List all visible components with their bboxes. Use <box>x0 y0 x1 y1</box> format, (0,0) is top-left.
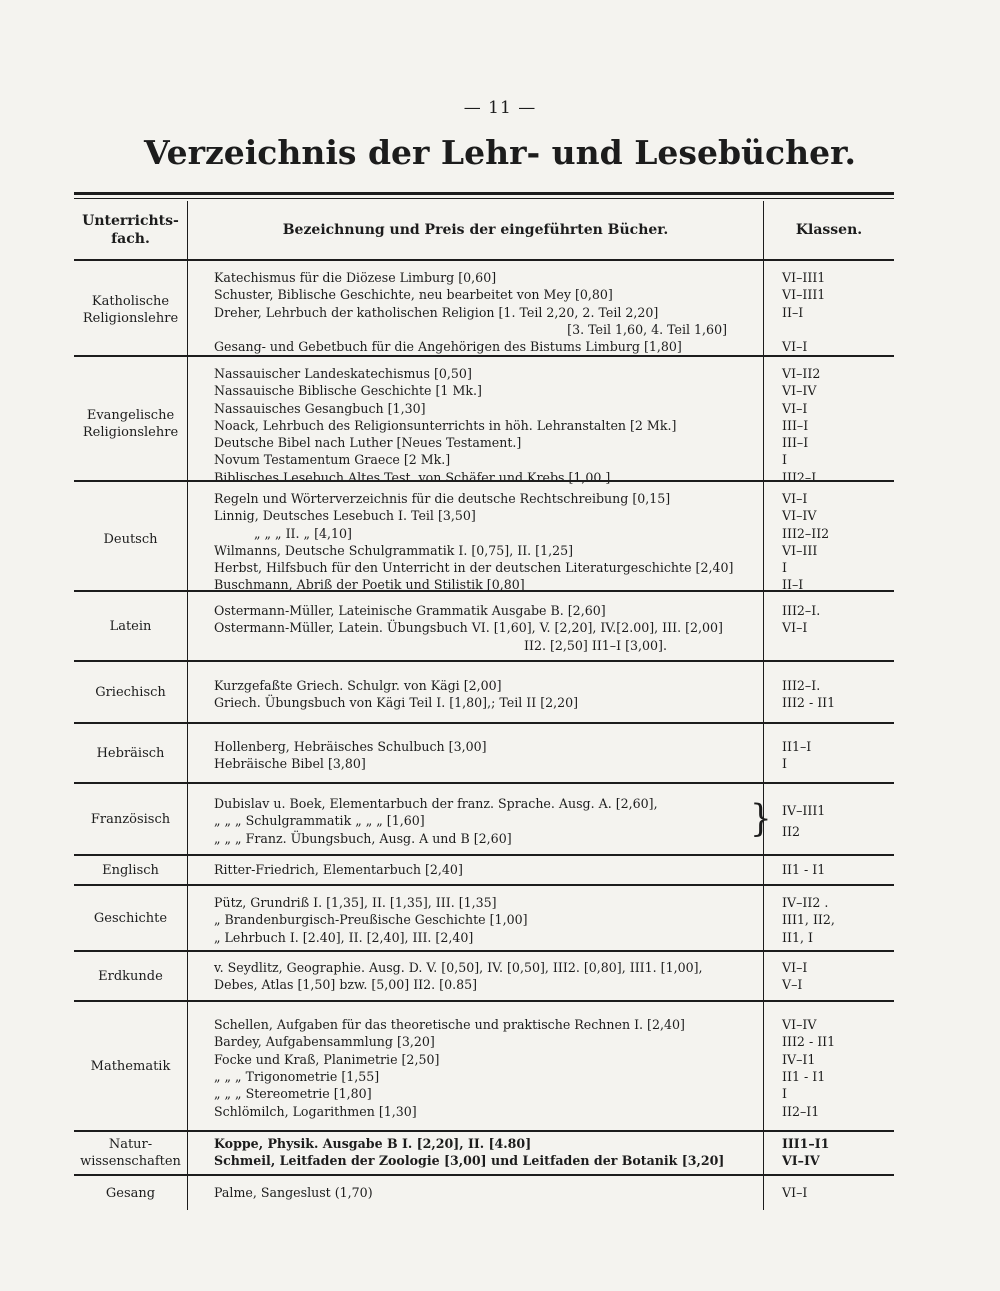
table-row-hebrew <box>74 724 894 784</box>
class-range: II1 - I1 <box>782 862 826 878</box>
title-rule-thick <box>74 192 894 195</box>
book-entry: „ „ „ Trigonometrie [1,55] <box>214 1069 380 1084</box>
table-row-history <box>74 886 894 952</box>
class-range: II–I <box>782 304 804 320</box>
class-range: VI–IV <box>782 1153 820 1168</box>
table-row-natural-sciences <box>74 1132 894 1176</box>
class-range: III2–I <box>782 469 817 485</box>
class-range: VI–III1 <box>782 287 826 303</box>
class-range: VI–IV <box>782 1017 817 1033</box>
header-subject: Unterrichts-fach. <box>74 201 188 259</box>
subject-cell <box>74 784 188 854</box>
class-range: VI–IV <box>782 508 817 524</box>
subject-label: Geschichte <box>93 910 168 926</box>
header-classes: Klassen. <box>795 222 863 238</box>
book-entry: Nassauischer Landeskatechismus [0,50] <box>214 366 472 381</box>
class-range: VI–I <box>782 959 808 975</box>
header-books: Bezeichnung und Preis der eingeführten Bücher. <box>188 201 764 259</box>
book-entry: Ostermann-Müller, Lateinische Grammatik Ausgabe B. [2,60] <box>214 603 606 619</box>
subject-cell <box>74 261 188 359</box>
book-entry: Palme, Sangeslust (1,70) <box>214 1185 373 1201</box>
book-entry: Gesang- und Gebetbuch für die Angehörigen des Bistums Limburg [1,80] <box>214 339 682 355</box>
table-row-greek <box>74 662 894 724</box>
book-entry: Deutsche Bibel nach Luther [Neues Testament.] <box>214 435 522 451</box>
class-range: III2 - II1 <box>782 1034 836 1050</box>
book-entry: Hebräische Bibel [3,80] <box>214 756 366 771</box>
book-entry: [3. Teil 1,60, 4. Teil 1,60] <box>567 321 727 337</box>
class-range: II–I <box>782 577 804 593</box>
book-table <box>74 201 894 1210</box>
class-range: III2–I. <box>782 603 821 619</box>
curly-brace: } <box>750 797 772 841</box>
book-entry: „ „ „ Schulgrammatik „ „ „ [1,60] <box>214 813 425 829</box>
book-entry: Schellen, Aufgaben für das theoretische und praktische Rechnen I. [2,40] <box>214 1017 685 1033</box>
book-entry: „ „ „ Stereometrie [1,80] <box>214 1086 372 1102</box>
book-entry: „ „ „ II. „ [4,10] <box>254 525 352 541</box>
book-entry: Katechismus für die Diözese Limburg [0,60] <box>214 270 497 285</box>
book-entry: Ritter-Friedrich, Elementarbuch [2,40] <box>214 862 463 878</box>
books-cell <box>188 724 764 782</box>
table-header <box>74 201 894 261</box>
books-cell <box>188 1176 764 1210</box>
classes-cell <box>764 592 894 660</box>
table-row-singing <box>74 1176 894 1210</box>
class-range: III1, II2, <box>782 912 835 928</box>
books-cell <box>188 856 764 884</box>
class-range: III2–I. <box>782 677 821 693</box>
table-row-english <box>74 856 894 886</box>
classes-cell <box>764 261 894 359</box>
book-entry: Novum Testamentum Graece [2 Mk.] <box>214 452 451 468</box>
books-cell <box>188 784 764 854</box>
class-range <box>782 637 888 654</box>
subject-label: Katholische <box>91 294 170 310</box>
books-cell <box>188 952 764 1000</box>
subject-cell <box>74 1176 188 1210</box>
class-range: II2–I1 <box>782 1103 820 1119</box>
book-entry: Dreher, Lehrbuch der katholischen Religion [1. Teil 2,20, 2. Teil 2,20] <box>214 304 659 320</box>
class-range: III2 - II1 <box>782 695 836 710</box>
class-range: VI–III <box>782 542 818 558</box>
class-range: II1–I <box>782 738 812 754</box>
classes-cell <box>764 952 894 1000</box>
class-range: II2 <box>782 824 800 839</box>
book-entry: Kurzgefaßte Griech. Schulgr. von Kägi [2,00] <box>214 677 502 693</box>
book-entry: v. Seydlitz, Geographie. Ausg. D. V. [0,50], IV. [0,50], III2. [0,80], III1. [1,00], <box>214 959 703 975</box>
classes-cell <box>764 357 894 490</box>
books-cell <box>188 482 764 598</box>
class-range: VI–I <box>782 339 808 355</box>
book-entry: Hollenberg, Hebräisches Schulbuch [3,00] <box>214 738 487 754</box>
books-cell <box>188 1132 764 1174</box>
subject-label: Erdkunde <box>98 968 163 984</box>
class-range: I <box>782 1086 787 1102</box>
books-cell <box>188 662 764 722</box>
book-entry: Schuster, Biblische Geschichte, neu bearbeitet von Mey [0,80] <box>214 287 613 303</box>
table-row-german <box>74 482 894 592</box>
subject-cell <box>74 886 188 950</box>
subject-label: Mathematik <box>90 1058 171 1074</box>
classes-cell <box>764 1176 894 1210</box>
table-row-latin <box>74 592 894 662</box>
subject-label: Natur- <box>108 1137 153 1152</box>
book-entry: Schmeil, Leitfaden der Zoologie [3,00] und Leitfaden der Botanik [3,20] <box>214 1153 725 1168</box>
class-range: IV–II2 . <box>782 895 829 911</box>
subject-label: Englisch <box>102 862 159 878</box>
books-cell <box>188 261 764 359</box>
book-entry: Koppe, Physik. Ausgabe B I. [2,20], II. [4.80] <box>214 1135 532 1151</box>
subject-cell <box>74 662 188 722</box>
class-range: VI–I <box>782 1185 808 1201</box>
books-cell <box>188 1002 764 1130</box>
classes-cell <box>764 1002 894 1130</box>
subject-cell <box>74 482 188 598</box>
subject-label: Religionslehre <box>82 311 179 327</box>
books-cell <box>188 886 764 950</box>
page-title: Verzeichnis der Lehr- und Lesebücher. <box>144 133 856 172</box>
table-row-geography <box>74 952 894 1002</box>
subject-label: Religionslehre <box>82 424 179 440</box>
subject-cell <box>74 1132 188 1174</box>
subject-label: wissenschaften <box>80 1154 181 1169</box>
books-cell <box>188 357 764 490</box>
book-entry: Focke und Kraß, Planimetrie [2,50] <box>214 1051 440 1067</box>
class-range: VI–I <box>782 400 808 416</box>
class-range: V–I <box>782 977 803 992</box>
subject-cell <box>74 592 188 660</box>
subject-label: Deutsch <box>103 532 158 548</box>
classes-cell <box>764 856 894 884</box>
class-range: II1, I <box>782 929 813 945</box>
class-range: IV–I1 <box>782 1051 816 1067</box>
book-entry: Regeln und Wörterverzeichnis für die deutsche Rechtschreibung [0,15] <box>214 491 671 506</box>
book-entry: Dubislav u. Boek, Elementarbuch der franz. Sprache. Ausg. A. [2,60], <box>214 796 658 812</box>
book-entry: Nassauische Biblische Geschichte [1 Mk.] <box>214 383 482 399</box>
subject-cell <box>74 357 188 490</box>
subject-cell <box>74 952 188 1000</box>
table-row-french <box>74 784 894 856</box>
class-range: VI–II2 <box>782 366 821 381</box>
book-entry: Nassauisches Gesangbuch [1,30] <box>214 400 426 416</box>
class-range: II1 - I1 <box>782 1069 826 1084</box>
subject-label: Französisch <box>90 811 171 827</box>
book-entry: Ostermann-Müller, Latein. Übungsbuch VI. [1,60], V. [2,20], IV.[2.00], III. [2,00] <box>214 620 723 636</box>
class-range: IV–III1 <box>782 802 826 818</box>
subject-label: Gesang <box>105 1185 156 1201</box>
table-row-catholic-religion <box>74 261 894 357</box>
table-row-mathematics <box>74 1002 894 1132</box>
book-entry: „ Brandenburgisch-Preußische Geschichte [1,00] <box>214 912 528 928</box>
class-range: III1–I1 <box>782 1135 830 1151</box>
class-range <box>782 321 888 338</box>
class-range: III2–II2 <box>782 525 830 541</box>
subject-cell <box>74 724 188 782</box>
subject-label: Griechisch <box>95 684 166 700</box>
table-row-protestant-religion <box>74 357 894 485</box>
subject-cell <box>74 1002 188 1130</box>
classes-cell <box>764 886 894 950</box>
subject-label: Evangelische <box>86 407 175 423</box>
books-cell <box>188 592 764 660</box>
class-range: VI–IV <box>782 383 817 399</box>
book-entry: Debes, Atlas [1,50] bzw. [5,00] II2. [0.85] <box>214 977 478 992</box>
book-entry: Wilmanns, Deutsche Schulgrammatik I. [0,75], II. [1,25] <box>214 542 574 558</box>
class-range: VI–III1 <box>782 270 826 285</box>
classes-cell <box>764 482 894 598</box>
subject-label: Latein <box>109 618 152 634</box>
class-range: VI–I <box>782 620 808 636</box>
class-range: III–I <box>782 417 809 433</box>
book-entry: Pütz, Grundriß I. [1,35], II. [1,35], III. [1,35] <box>214 895 497 911</box>
book-entry: Noack, Lehrbuch des Religionsunterrichts in höh. Lehranstalten [2 Mk.] <box>214 417 677 433</box>
book-entry: II2. [2,50] II1–I [3,00]. <box>524 637 667 653</box>
book-entry: „ Lehrbuch I. [2.40], II. [2,40], III. [2,40] <box>214 929 474 945</box>
title-rule-thin <box>74 198 894 199</box>
class-range: VI–I <box>782 491 808 506</box>
classes-cell <box>764 662 894 722</box>
book-entry: Griech. Übungsbuch von Kägi Teil I. [1,80],; Teil II [2,20] <box>214 695 579 710</box>
classes-cell <box>764 724 894 782</box>
book-entry: Herbst, Hilfsbuch für den Unterricht in der deutschen Literaturgeschichte [2,40] <box>214 560 734 576</box>
book-entry: Linnig, Deutsches Lesebuch I. Teil [3,50] <box>214 508 476 524</box>
book-entry: Bardey, Aufgabensammlung [3,20] <box>214 1034 435 1050</box>
class-range: III–I <box>782 435 809 451</box>
book-entry: Biblisches Lesebuch Altes Test. von Schäfer und Krebs [1,00.] <box>214 469 611 485</box>
book-entry: Buschmann, Abriß der Poetik und Stilistik [0,80] <box>214 577 525 593</box>
subject-label: Hebräisch <box>96 745 165 761</box>
book-entry: „ „ „ Franz. Übungsbuch, Ausg. A und B [2,60] <box>214 830 512 846</box>
subject-cell <box>74 856 188 884</box>
classes-cell <box>750 784 894 854</box>
classes-cell <box>764 1132 894 1174</box>
book-entry: Schlömilch, Logarithmen [1,30] <box>214 1103 417 1119</box>
page-number: — 11 — <box>463 98 537 118</box>
class-range: I <box>782 756 787 771</box>
class-range: I <box>782 452 787 468</box>
class-range: I <box>782 560 787 576</box>
